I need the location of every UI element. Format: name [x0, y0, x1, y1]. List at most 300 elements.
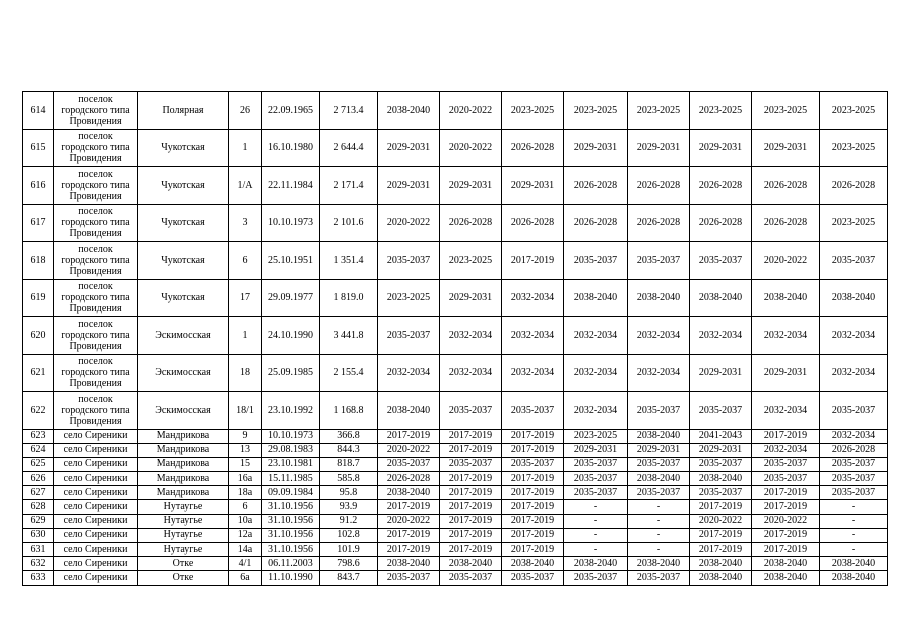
- period-cell-8: 2023-2025: [820, 92, 888, 130]
- period-cell-2: 2017-2019: [440, 472, 502, 486]
- table-row: [23, 354, 888, 392]
- locality-cell: село Сиреники: [54, 429, 138, 443]
- period-cell-2: 2038-2040: [440, 557, 502, 571]
- period-cell-6: 2038-2040: [690, 472, 752, 486]
- house-number-cell: 12а: [229, 528, 262, 542]
- period-cell-2: 2035-2037: [440, 457, 502, 471]
- street-cell: Полярная: [138, 92, 229, 130]
- period-cell-5: 2038-2040: [628, 429, 690, 443]
- row-number: 629: [23, 514, 54, 528]
- table-row: [23, 242, 888, 280]
- period-cell-2: 2020-2022: [440, 129, 502, 167]
- period-cell-6: 2041-2043: [690, 429, 752, 443]
- house-number-cell: 17: [229, 279, 262, 317]
- period-cell-5: 2038-2040: [628, 279, 690, 317]
- period-cell-8: -: [820, 543, 888, 557]
- period-cell-7: 2026-2028: [752, 167, 820, 205]
- house-number-cell: 1: [229, 129, 262, 167]
- period-cell-1: 2023-2025: [378, 279, 440, 317]
- commission-date-cell: 25.10.1951: [262, 242, 320, 280]
- period-cell-2: 2026-2028: [440, 204, 502, 242]
- period-cell-7: 2017-2019: [752, 486, 820, 500]
- house-number-cell: 6: [229, 242, 262, 280]
- period-cell-3: 2017-2019: [502, 528, 564, 542]
- locality-cell: село Сиреники: [54, 443, 138, 457]
- period-cell-1: 2029-2031: [378, 129, 440, 167]
- period-cell-4: -: [564, 500, 628, 514]
- period-cell-4: 2026-2028: [564, 204, 628, 242]
- locality-cell: село Сиреники: [54, 500, 138, 514]
- commission-date-cell: 29.08.1983: [262, 443, 320, 457]
- locality-cell: поселок городского типа Провидения: [54, 354, 138, 392]
- period-cell-6: 2029-2031: [690, 443, 752, 457]
- period-cell-4: 2035-2037: [564, 242, 628, 280]
- period-cell-5: -: [628, 500, 690, 514]
- row-number: 623: [23, 429, 54, 443]
- period-cell-1: 2038-2040: [378, 557, 440, 571]
- house-number-cell: 14а: [229, 543, 262, 557]
- locality-cell: поселок городского типа Провидения: [54, 317, 138, 355]
- street-cell: Мандрикова: [138, 457, 229, 471]
- row-number: 616: [23, 167, 54, 205]
- period-cell-2: 2017-2019: [440, 500, 502, 514]
- period-cell-3: 2023-2025: [502, 92, 564, 130]
- area-cell: 91.2: [320, 514, 378, 528]
- street-cell: Мандрикова: [138, 443, 229, 457]
- period-cell-2: 2029-2031: [440, 279, 502, 317]
- period-cell-7: 2020-2022: [752, 514, 820, 528]
- locality-cell: поселок городского типа Провидения: [54, 129, 138, 167]
- period-cell-1: 2035-2037: [378, 317, 440, 355]
- table-row: [23, 528, 888, 542]
- row-number: 619: [23, 279, 54, 317]
- table-row: [23, 167, 888, 205]
- period-cell-1: 2038-2040: [378, 392, 440, 430]
- period-cell-5: 2026-2028: [628, 167, 690, 205]
- period-cell-2: 2023-2025: [440, 242, 502, 280]
- period-cell-3: 2035-2037: [502, 571, 564, 585]
- period-cell-3: 2032-2034: [502, 354, 564, 392]
- period-cell-3: 2017-2019: [502, 486, 564, 500]
- row-number: 614: [23, 92, 54, 130]
- period-cell-3: 2017-2019: [502, 443, 564, 457]
- period-cell-7: 2026-2028: [752, 204, 820, 242]
- period-cell-8: 2023-2025: [820, 129, 888, 167]
- period-cell-6: 2038-2040: [690, 557, 752, 571]
- row-number: 624: [23, 443, 54, 457]
- period-cell-5: 2029-2031: [628, 129, 690, 167]
- street-cell: Отке: [138, 571, 229, 585]
- period-cell-5: 2035-2037: [628, 392, 690, 430]
- table-row: [23, 457, 888, 471]
- area-cell: 585.8: [320, 472, 378, 486]
- period-cell-5: 2035-2037: [628, 457, 690, 471]
- house-number-cell: 1/А: [229, 167, 262, 205]
- period-cell-8: 2032-2034: [820, 354, 888, 392]
- table-row: [23, 392, 888, 430]
- period-cell-2: 2029-2031: [440, 167, 502, 205]
- house-number-cell: 26: [229, 92, 262, 130]
- repair-schedule-table: [22, 91, 888, 586]
- locality-cell: поселок городского типа Провидения: [54, 167, 138, 205]
- house-number-cell: 6а: [229, 571, 262, 585]
- period-cell-3: 2026-2028: [502, 204, 564, 242]
- locality-cell: поселок городского типа Провидения: [54, 392, 138, 430]
- period-cell-2: 2017-2019: [440, 486, 502, 500]
- period-cell-7: 2035-2037: [752, 457, 820, 471]
- commission-date-cell: 22.11.1984: [262, 167, 320, 205]
- period-cell-3: 2035-2037: [502, 457, 564, 471]
- period-cell-5: -: [628, 543, 690, 557]
- period-cell-3: 2017-2019: [502, 429, 564, 443]
- area-cell: 798.6: [320, 557, 378, 571]
- period-cell-8: -: [820, 500, 888, 514]
- row-number: 621: [23, 354, 54, 392]
- period-cell-4: -: [564, 543, 628, 557]
- period-cell-6: 2017-2019: [690, 528, 752, 542]
- row-number: 630: [23, 528, 54, 542]
- locality-cell: село Сиреники: [54, 557, 138, 571]
- period-cell-6: 2023-2025: [690, 92, 752, 130]
- period-cell-2: 2017-2019: [440, 429, 502, 443]
- locality-cell: поселок городского типа Провидения: [54, 92, 138, 130]
- period-cell-1: 2038-2040: [378, 92, 440, 130]
- period-cell-8: 2038-2040: [820, 571, 888, 585]
- period-cell-7: 2032-2034: [752, 392, 820, 430]
- commission-date-cell: 09.09.1984: [262, 486, 320, 500]
- house-number-cell: 3: [229, 204, 262, 242]
- house-number-cell: 18а: [229, 486, 262, 500]
- period-cell-2: 2017-2019: [440, 528, 502, 542]
- period-cell-1: 2020-2022: [378, 204, 440, 242]
- period-cell-6: 2020-2022: [690, 514, 752, 528]
- table-row: [23, 486, 888, 500]
- period-cell-5: 2038-2040: [628, 557, 690, 571]
- street-cell: Нутаугье: [138, 543, 229, 557]
- street-cell: Чукотская: [138, 204, 229, 242]
- commission-date-cell: 23.10.1992: [262, 392, 320, 430]
- period-cell-8: 2035-2037: [820, 242, 888, 280]
- period-cell-7: 2017-2019: [752, 429, 820, 443]
- row-number: 615: [23, 129, 54, 167]
- commission-date-cell: 25.09.1985: [262, 354, 320, 392]
- street-cell: Эскимосская: [138, 354, 229, 392]
- street-cell: Нутаугье: [138, 500, 229, 514]
- period-cell-2: 2035-2037: [440, 392, 502, 430]
- period-cell-5: -: [628, 528, 690, 542]
- period-cell-3: 2017-2019: [502, 543, 564, 557]
- period-cell-8: 2023-2025: [820, 204, 888, 242]
- commission-date-cell: 22.09.1965: [262, 92, 320, 130]
- locality-cell: село Сиреники: [54, 486, 138, 500]
- house-number-cell: 16а: [229, 472, 262, 486]
- table-row: [23, 129, 888, 167]
- period-cell-8: 2035-2037: [820, 457, 888, 471]
- period-cell-2: 2017-2019: [440, 514, 502, 528]
- locality-cell: село Сиреники: [54, 528, 138, 542]
- house-number-cell: 4/1: [229, 557, 262, 571]
- period-cell-3: 2035-2037: [502, 392, 564, 430]
- area-cell: 101.9: [320, 543, 378, 557]
- period-cell-4: 2023-2025: [564, 92, 628, 130]
- street-cell: Нутаугье: [138, 514, 229, 528]
- period-cell-4: 2032-2034: [564, 354, 628, 392]
- period-cell-3: 2038-2040: [502, 557, 564, 571]
- period-cell-8: 2038-2040: [820, 279, 888, 317]
- period-cell-4: 2029-2031: [564, 443, 628, 457]
- period-cell-8: 2035-2037: [820, 486, 888, 500]
- period-cell-8: -: [820, 528, 888, 542]
- table-row: [23, 571, 888, 585]
- period-cell-5: 2038-2040: [628, 472, 690, 486]
- period-cell-6: 2038-2040: [690, 279, 752, 317]
- period-cell-6: 2017-2019: [690, 543, 752, 557]
- period-cell-4: 2023-2025: [564, 429, 628, 443]
- period-cell-3: 2017-2019: [502, 242, 564, 280]
- period-cell-3: 2032-2034: [502, 279, 564, 317]
- table-row: [23, 92, 888, 130]
- period-cell-1: 2017-2019: [378, 528, 440, 542]
- table-row: [23, 472, 888, 486]
- period-cell-7: 2029-2031: [752, 129, 820, 167]
- table-row: [23, 443, 888, 457]
- period-cell-1: 2029-2031: [378, 167, 440, 205]
- period-cell-8: 2032-2034: [820, 317, 888, 355]
- period-cell-4: 2038-2040: [564, 557, 628, 571]
- commission-date-cell: 31.10.1956: [262, 528, 320, 542]
- period-cell-2: 2017-2019: [440, 443, 502, 457]
- street-cell: Чукотская: [138, 129, 229, 167]
- period-cell-5: 2029-2031: [628, 443, 690, 457]
- period-cell-6: 2029-2031: [690, 354, 752, 392]
- street-cell: Мандрикова: [138, 472, 229, 486]
- period-cell-1: 2017-2019: [378, 429, 440, 443]
- table-row: [23, 557, 888, 571]
- period-cell-6: 2026-2028: [690, 204, 752, 242]
- area-cell: 843.7: [320, 571, 378, 585]
- row-number: 622: [23, 392, 54, 430]
- period-cell-1: 2035-2037: [378, 457, 440, 471]
- period-cell-6: 2035-2037: [690, 457, 752, 471]
- area-cell: 2 101.6: [320, 204, 378, 242]
- area-cell: 102.8: [320, 528, 378, 542]
- period-cell-6: 2035-2037: [690, 392, 752, 430]
- period-cell-1: 2026-2028: [378, 472, 440, 486]
- table-row: [23, 317, 888, 355]
- period-cell-1: 2035-2037: [378, 571, 440, 585]
- period-cell-1: 2020-2022: [378, 443, 440, 457]
- period-cell-7: 2032-2034: [752, 317, 820, 355]
- locality-cell: село Сиреники: [54, 472, 138, 486]
- period-cell-1: 2017-2019: [378, 543, 440, 557]
- commission-date-cell: 23.10.1981: [262, 457, 320, 471]
- locality-cell: поселок городского типа Провидения: [54, 242, 138, 280]
- period-cell-5: 2023-2025: [628, 92, 690, 130]
- table-row: [23, 279, 888, 317]
- period-cell-8: 2035-2037: [820, 472, 888, 486]
- period-cell-1: 2038-2040: [378, 486, 440, 500]
- period-cell-4: 2035-2037: [564, 472, 628, 486]
- period-cell-1: 2035-2037: [378, 242, 440, 280]
- area-cell: 2 713.4: [320, 92, 378, 130]
- area-cell: 2 155.4: [320, 354, 378, 392]
- street-cell: Мандрикова: [138, 429, 229, 443]
- commission-date-cell: 31.10.1956: [262, 500, 320, 514]
- period-cell-7: 2038-2040: [752, 557, 820, 571]
- locality-cell: село Сиреники: [54, 543, 138, 557]
- period-cell-5: 2035-2037: [628, 486, 690, 500]
- house-number-cell: 6: [229, 500, 262, 514]
- area-cell: 2 171.4: [320, 167, 378, 205]
- period-cell-3: 2026-2028: [502, 129, 564, 167]
- row-number: 631: [23, 543, 54, 557]
- period-cell-7: 2038-2040: [752, 279, 820, 317]
- period-cell-3: 2017-2019: [502, 500, 564, 514]
- street-cell: Нутаугье: [138, 528, 229, 542]
- period-cell-5: 2032-2034: [628, 354, 690, 392]
- period-cell-7: 2017-2019: [752, 500, 820, 514]
- commission-date-cell: 06.11.2003: [262, 557, 320, 571]
- row-number: 625: [23, 457, 54, 471]
- area-cell: 1 819.0: [320, 279, 378, 317]
- period-cell-3: 2029-2031: [502, 167, 564, 205]
- row-number: 618: [23, 242, 54, 280]
- locality-cell: село Сиреники: [54, 457, 138, 471]
- period-cell-6: 2032-2034: [690, 317, 752, 355]
- street-cell: Чукотская: [138, 242, 229, 280]
- period-cell-7: 2023-2025: [752, 92, 820, 130]
- area-cell: 366.8: [320, 429, 378, 443]
- table-row: [23, 500, 888, 514]
- commission-date-cell: 11.10.1990: [262, 571, 320, 585]
- area-cell: 93.9: [320, 500, 378, 514]
- house-number-cell: 1: [229, 317, 262, 355]
- period-cell-6: 2035-2037: [690, 242, 752, 280]
- period-cell-2: 2035-2037: [440, 571, 502, 585]
- period-cell-5: 2026-2028: [628, 204, 690, 242]
- period-cell-4: 2032-2034: [564, 392, 628, 430]
- period-cell-4: 2038-2040: [564, 279, 628, 317]
- period-cell-4: 2035-2037: [564, 486, 628, 500]
- street-cell: Чукотская: [138, 279, 229, 317]
- row-number: 627: [23, 486, 54, 500]
- period-cell-8: 2035-2037: [820, 392, 888, 430]
- period-cell-4: 2035-2037: [564, 571, 628, 585]
- period-cell-8: 2032-2034: [820, 429, 888, 443]
- street-cell: Мандрикова: [138, 486, 229, 500]
- house-number-cell: 9: [229, 429, 262, 443]
- house-number-cell: 13: [229, 443, 262, 457]
- period-cell-8: 2026-2028: [820, 443, 888, 457]
- period-cell-2: 2020-2022: [440, 92, 502, 130]
- period-cell-1: 2020-2022: [378, 514, 440, 528]
- row-number: 620: [23, 317, 54, 355]
- locality-cell: село Сиреники: [54, 514, 138, 528]
- area-cell: 3 441.8: [320, 317, 378, 355]
- table-row: [23, 204, 888, 242]
- period-cell-7: 2032-2034: [752, 443, 820, 457]
- house-number-cell: 10а: [229, 514, 262, 528]
- period-cell-4: 2032-2034: [564, 317, 628, 355]
- locality-cell: поселок городского типа Провидения: [54, 204, 138, 242]
- house-number-cell: 15: [229, 457, 262, 471]
- period-cell-7: 2017-2019: [752, 528, 820, 542]
- commission-date-cell: 31.10.1956: [262, 543, 320, 557]
- period-cell-8: -: [820, 514, 888, 528]
- locality-cell: село Сиреники: [54, 571, 138, 585]
- table-row: [23, 429, 888, 443]
- locality-cell: поселок городского типа Провидения: [54, 279, 138, 317]
- period-cell-1: 2017-2019: [378, 500, 440, 514]
- period-cell-6: 2017-2019: [690, 500, 752, 514]
- period-cell-7: 2038-2040: [752, 571, 820, 585]
- table-row: [23, 514, 888, 528]
- period-cell-7: 2029-2031: [752, 354, 820, 392]
- period-cell-8: 2026-2028: [820, 167, 888, 205]
- period-cell-2: 2017-2019: [440, 543, 502, 557]
- area-cell: 844.3: [320, 443, 378, 457]
- period-cell-2: 2032-2034: [440, 354, 502, 392]
- period-cell-4: 2029-2031: [564, 129, 628, 167]
- period-cell-6: 2038-2040: [690, 571, 752, 585]
- commission-date-cell: 24.10.1990: [262, 317, 320, 355]
- street-cell: Эскимосская: [138, 392, 229, 430]
- period-cell-7: 2035-2037: [752, 472, 820, 486]
- commission-date-cell: 29.09.1977: [262, 279, 320, 317]
- commission-date-cell: 16.10.1980: [262, 129, 320, 167]
- row-number: 632: [23, 557, 54, 571]
- row-number: 633: [23, 571, 54, 585]
- period-cell-4: -: [564, 528, 628, 542]
- area-cell: 1 351.4: [320, 242, 378, 280]
- area-cell: 2 644.4: [320, 129, 378, 167]
- house-number-cell: 18: [229, 354, 262, 392]
- street-cell: Эскимосская: [138, 317, 229, 355]
- house-number-cell: 18/1: [229, 392, 262, 430]
- commission-date-cell: 15.11.1985: [262, 472, 320, 486]
- period-cell-5: 2035-2037: [628, 571, 690, 585]
- period-cell-6: 2026-2028: [690, 167, 752, 205]
- period-cell-3: 2017-2019: [502, 472, 564, 486]
- period-cell-4: 2035-2037: [564, 457, 628, 471]
- period-cell-5: 2032-2034: [628, 317, 690, 355]
- row-number: 617: [23, 204, 54, 242]
- period-cell-6: 2029-2031: [690, 129, 752, 167]
- period-cell-4: 2026-2028: [564, 167, 628, 205]
- area-cell: 1 168.8: [320, 392, 378, 430]
- area-cell: 95.8: [320, 486, 378, 500]
- period-cell-2: 2032-2034: [440, 317, 502, 355]
- table-row: [23, 543, 888, 557]
- row-number: 626: [23, 472, 54, 486]
- street-cell: Отке: [138, 557, 229, 571]
- period-cell-8: 2038-2040: [820, 557, 888, 571]
- period-cell-1: 2032-2034: [378, 354, 440, 392]
- period-cell-5: 2035-2037: [628, 242, 690, 280]
- period-cell-7: 2020-2022: [752, 242, 820, 280]
- area-cell: 818.7: [320, 457, 378, 471]
- street-cell: Чукотская: [138, 167, 229, 205]
- period-cell-7: 2017-2019: [752, 543, 820, 557]
- commission-date-cell: 10.10.1973: [262, 429, 320, 443]
- period-cell-3: 2017-2019: [502, 514, 564, 528]
- row-number: 628: [23, 500, 54, 514]
- period-cell-4: -: [564, 514, 628, 528]
- period-cell-6: 2035-2037: [690, 486, 752, 500]
- period-cell-3: 2032-2034: [502, 317, 564, 355]
- period-cell-5: -: [628, 514, 690, 528]
- commission-date-cell: 31.10.1956: [262, 514, 320, 528]
